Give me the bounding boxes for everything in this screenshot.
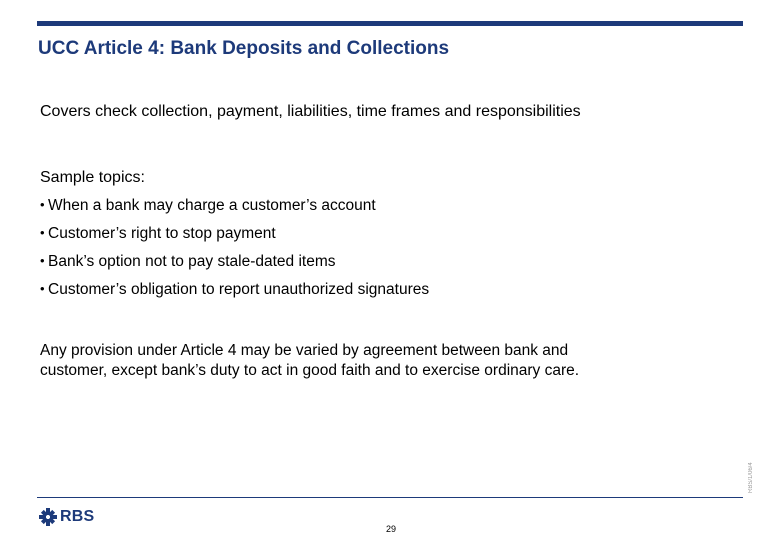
logo-text: RBS: [60, 508, 95, 525]
page-number: 29: [386, 524, 397, 534]
topics-list: [40, 195, 429, 307]
list-item: [40, 223, 429, 251]
rbs-daisy-wheel-icon: [39, 508, 57, 526]
topic-text: When a bank may charge a customer’s account: [48, 197, 376, 214]
topic-text: Bank’s option not to pay stale-dated items: [48, 253, 336, 270]
bullet-icon: •: [40, 281, 45, 296]
overview-text: Covers check collection, payment, liabilities, time frames and responsibilities: [40, 103, 581, 120]
provision-line: Any provision under Article 4 may be varied by agreement between bank and: [40, 342, 569, 359]
slide-title: UCC Article 4: Bank Deposits and Collections: [38, 38, 450, 59]
bullet-icon: •: [40, 225, 45, 240]
list-item: [40, 251, 429, 279]
provision-line: customer, except bank’s duty to act in good faith and to exercise ordinary care.: [40, 362, 580, 379]
provision-text: [40, 341, 745, 381]
bottom-rule: [37, 497, 743, 498]
bullet-icon: •: [40, 197, 45, 212]
topic-text: Customer’s obligation to report unauthorized signatures: [48, 281, 430, 298]
rbs-logo: [39, 507, 94, 527]
side-code: RBS/1/06/4: [748, 462, 754, 493]
topic-text: Customer’s right to stop payment: [48, 225, 276, 242]
list-item: [40, 195, 429, 223]
topics-heading: Sample topics:: [40, 169, 145, 186]
list-item: [40, 279, 429, 307]
top-rule: [37, 21, 743, 26]
bullet-icon: •: [40, 253, 45, 268]
